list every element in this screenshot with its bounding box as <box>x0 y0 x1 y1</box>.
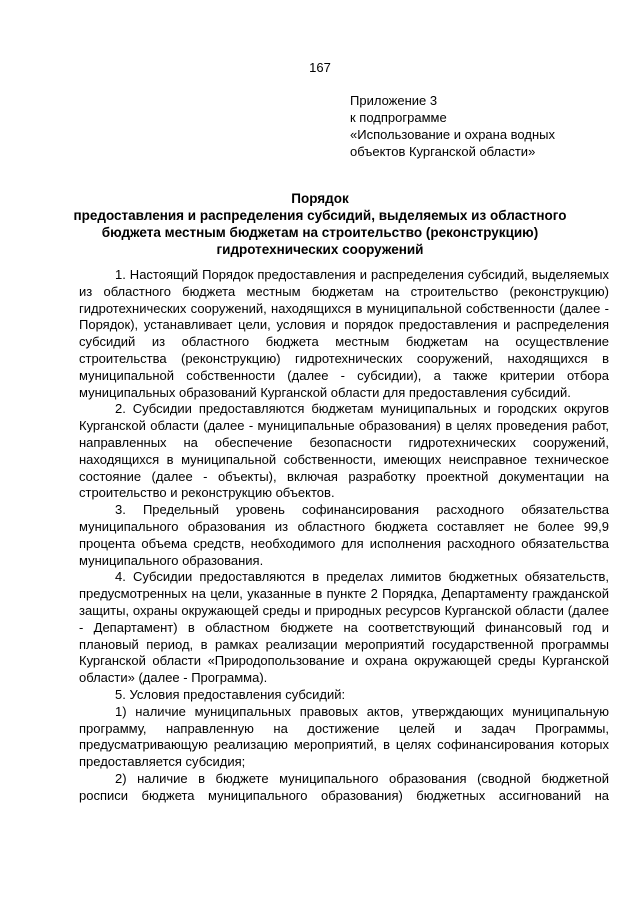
paragraph-2: 2. Субсидии предоставляются бюджетам муниципальных и городских округов Курганской области (далее - муниципальные образования) в целях проведения работ, направленных на обеспечение безопасности гидротехнических сооружений, находящихся в муниципальной собственности, имеющих неисправное техническое состояние (далее - объекты), включая разработку проектной документации на строительство и реконструкцию объектов. <box>79 401 609 501</box>
paragraph-5-1: 1) наличие муниципальных правовых актов, утверждающих муниципальную программу, направленную на достижение целей и задач Программы, предусматривающую реализацию мероприятий, в целях софинансирования которых предоставляется субсидия; <box>79 703 609 770</box>
appendix-header <box>350 92 555 160</box>
paragraph-5-2: 2) наличие в бюджете муниципального образования (сводной бюджетной росписи бюджета муниципального образования) бюджетных ассигнований на <box>79 770 609 803</box>
paragraph-1: 1. Настоящий Порядок предоставления и распределения субсидий, выделяемых из областного бюджета местным бюджетам на строительство (реконструкцию) гидротехнических сооружений, находящихся в муниципальной собственности (далее - Порядок), устанавливает цели, условия и порядок предоставления и распределения субсидий из областного бюджета местным бюджетам на осуществление строительства (реконструкцию) гидротехнических сооружений, находящихся в муниципальной собственности (далее - субсидии), а также критерии отбора муниципальных образований Курганской области для предоставления субсидий. <box>79 267 609 400</box>
page-number: 167 <box>309 60 331 75</box>
document-title <box>70 190 570 258</box>
appendix-line: к подпрограмме <box>350 110 447 125</box>
paragraph-3: 3. Предельный уровень софинансирования расходного обязательства муниципального образования из областного бюджета составляет не более 99,9 процента объема средств, необходимого для исполнения расходного обязательства муниципального образования. <box>79 502 609 568</box>
title-line: предоставления и распределения субсидий, выделяемых из областного <box>73 208 567 223</box>
title-line: Порядок <box>291 191 349 206</box>
appendix-line: Приложение 3 <box>350 93 438 108</box>
paragraph-4: 4. Субсидии предоставляются в пределах лимитов бюджетных обязательств, предусмотренных на цели, указанные в пункте 2 Порядка, Департаменту гражданской защиты, охраны окружающей среды и природных ресурсов Курганской области (далее - Департамент) в областном бюджете на соответствующий финансовый год и плановый период, в рамках реализации мероприятий государственной программы Курганской области «Природопользование и охрана окружающей среды Курганской области» (далее - Программа). <box>79 569 609 686</box>
paragraph-5: 5. Условия предоставления субсидий: <box>115 686 346 702</box>
title-line: бюджета местным бюджетам на строительство (реконструкцию) <box>101 225 539 240</box>
title-line: гидротехнических сооружений <box>216 242 424 257</box>
appendix-line: «Использование и охрана водных <box>350 127 555 142</box>
appendix-line: объектов Курганской области» <box>350 144 536 159</box>
document-body <box>79 267 609 805</box>
